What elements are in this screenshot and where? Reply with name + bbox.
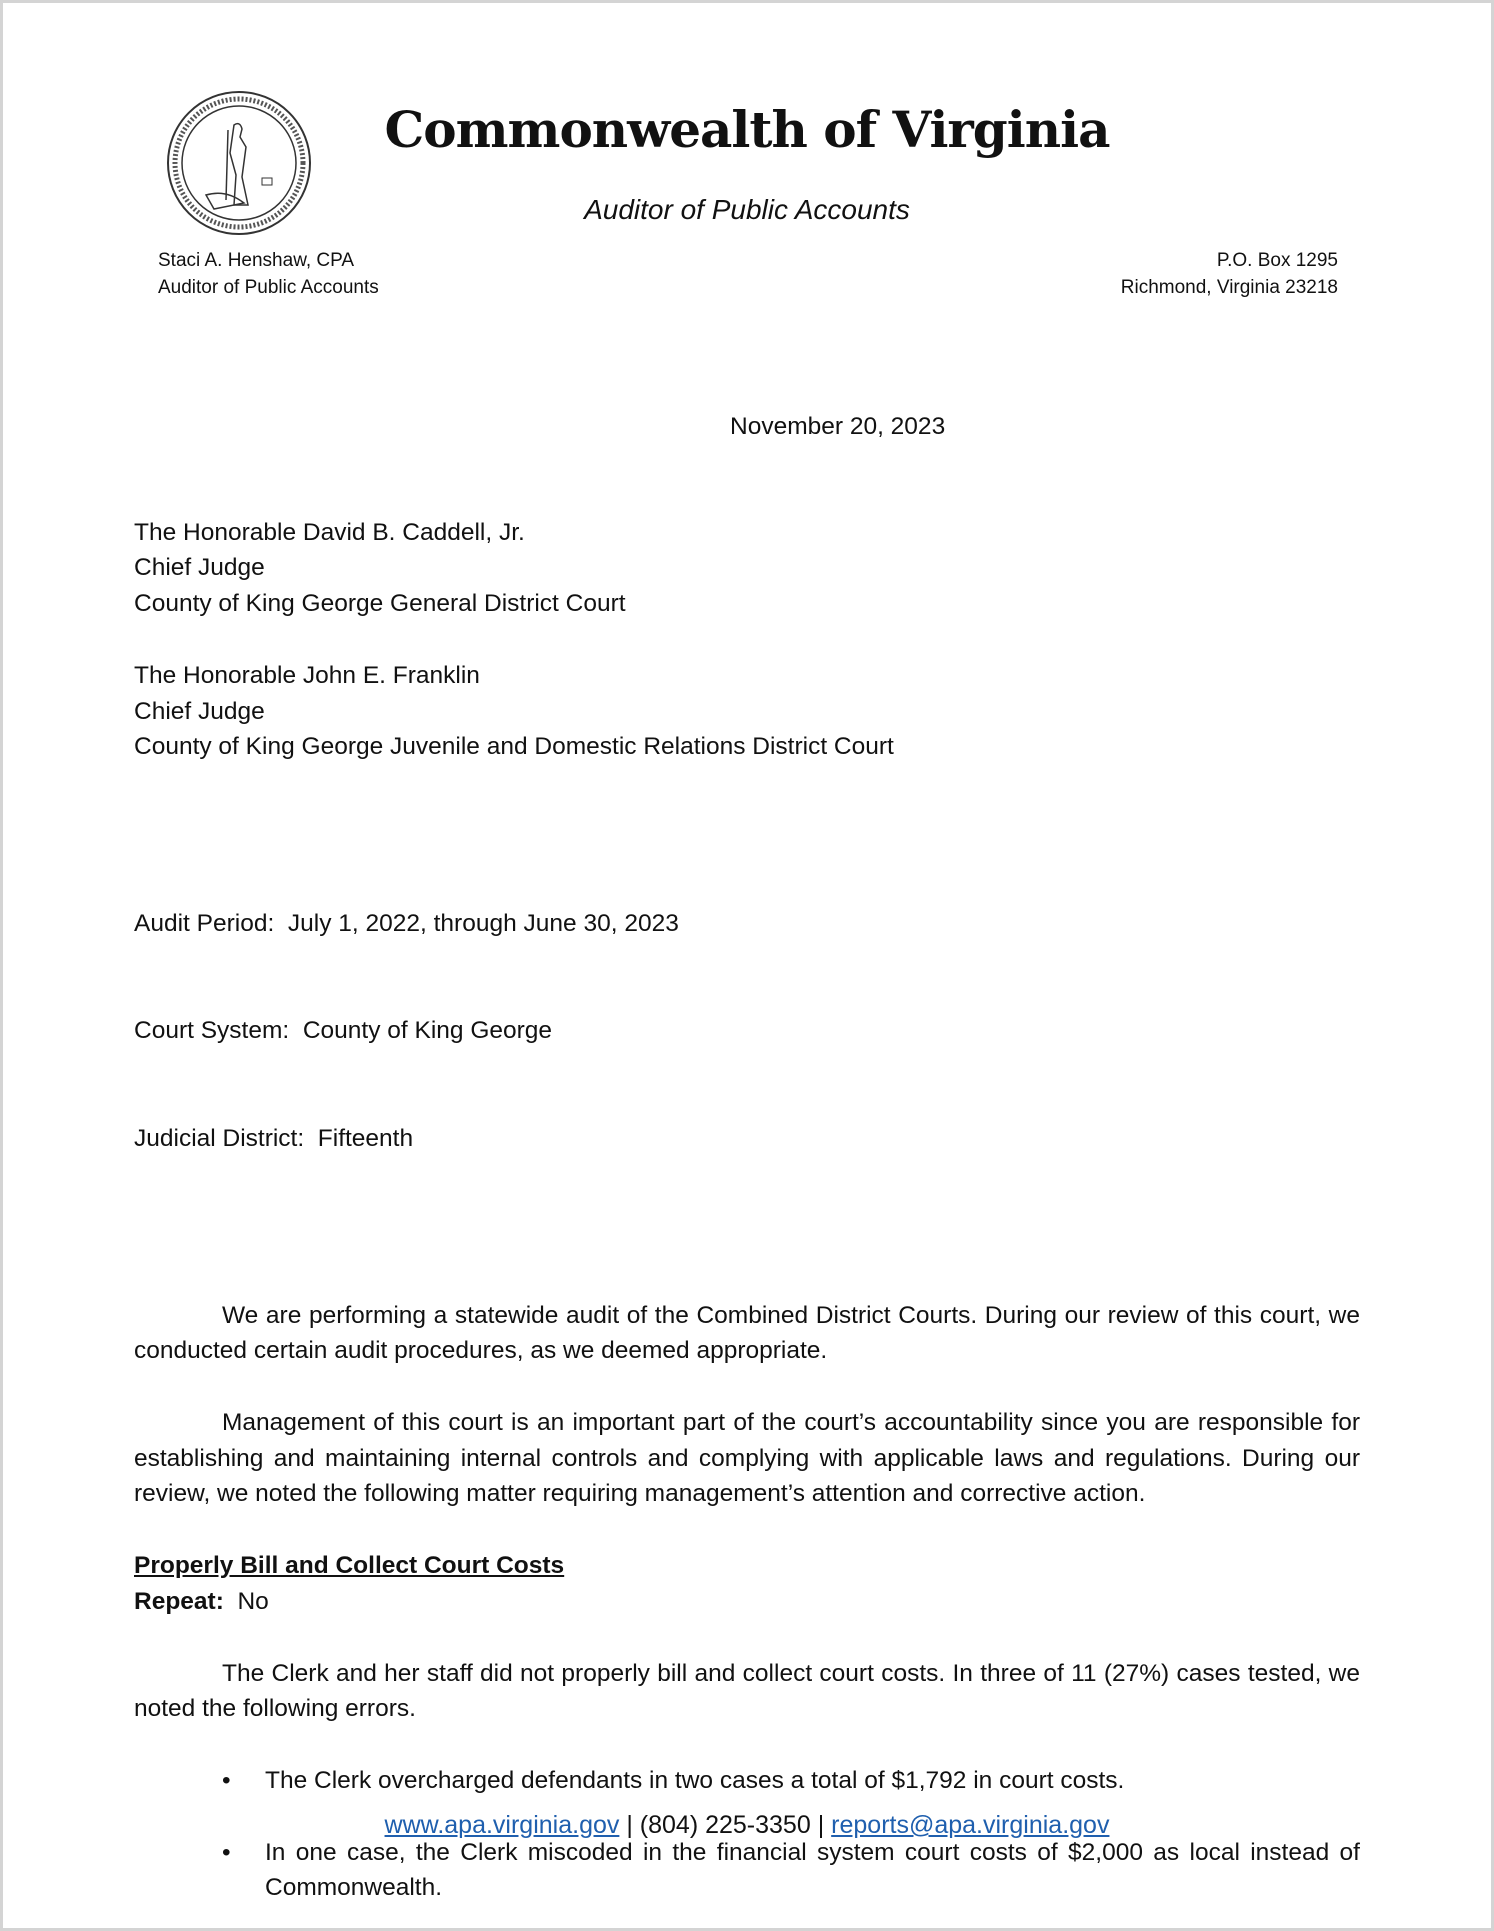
phone-number: (804) 225-3350 [639, 1811, 811, 1839]
bullet-item [222, 1835, 1360, 1906]
bullet-text: In one case, the Clerk miscoded in the financial system court costs of $2,000 as local instead of Commonwealth. [265, 1838, 1360, 1902]
management-paragraph: Management of this court is an important part of the court’s accountability since you are responsible for establishing and maintaining internal controls and complying with applicable laws and regulations. During our review, we noted the following matter requiring management’s attention and corrective action. [134, 1409, 1360, 1508]
auditor-name: Staci A. Henshaw, CPA [158, 250, 355, 271]
addressee-1 [134, 515, 1360, 622]
addressee-name: The Honorable John E. Franklin [134, 661, 480, 689]
po-box: P.O. Box 1295 [1216, 250, 1338, 271]
email-link[interactable]: reports@apa.virginia.gov [831, 1811, 1110, 1839]
letterhead-subtitle: Auditor of Public Accounts [584, 194, 910, 225]
court-system: Court System: County of King George [134, 1017, 553, 1045]
finding-heading: Properly Bill and Collect Court Costs [134, 1552, 565, 1580]
bullet-icon: • [222, 1766, 231, 1794]
bullet-item [222, 1763, 1360, 1799]
separator: | [817, 1811, 825, 1839]
auditor-title: Auditor of Public Accounts [158, 277, 379, 298]
bullet-text: The Clerk overcharged defendants in two cases a total of $1,792 in court costs. [265, 1766, 1125, 1794]
address-block [1121, 247, 1338, 301]
repeat-value: No [237, 1587, 269, 1615]
website-link[interactable]: www.apa.virginia.gov [384, 1811, 620, 1839]
repeat-label: Repeat: [134, 1587, 224, 1615]
judicial-district: Judicial District: Fifteenth [134, 1124, 414, 1152]
footer [0, 1808, 1494, 1842]
addressee-court: County of King George Juvenile and Domestic Relations District Court [134, 733, 894, 761]
letter-body [134, 409, 1360, 1906]
addressee-title: Chief Judge [134, 697, 265, 725]
audit-period: Audit Period: July 1, 2022, through June 30, 2023 [134, 910, 679, 938]
addressee-2 [134, 658, 1360, 765]
letter-date: November 20, 2023 [730, 413, 946, 440]
finding-header [134, 1548, 1360, 1619]
finding-paragraph: The Clerk and her staff did not properly bill and collect court costs. In three of 11 (27%) cases tested, we noted the following errors. [134, 1659, 1360, 1723]
addressee-court: County of King George General District Court [134, 590, 626, 618]
addressee-title: Chief Judge [134, 554, 265, 582]
auditor-name-block [158, 247, 379, 301]
audit-info [134, 835, 1360, 1228]
bullet-icon: • [222, 1838, 231, 1866]
city-state-zip: Richmond, Virginia 23218 [1120, 277, 1338, 298]
separator: | [626, 1811, 633, 1839]
letterhead-title: Commonwealth of Virginia [384, 100, 1110, 159]
intro-paragraph: We are performing a statewide audit of the Combined District Courts. During our review of this court, we conducted certain audit procedures, as we deemed appropriate. [134, 1301, 1360, 1365]
addressee-name: The Honorable David B. Caddell, Jr. [134, 518, 525, 546]
